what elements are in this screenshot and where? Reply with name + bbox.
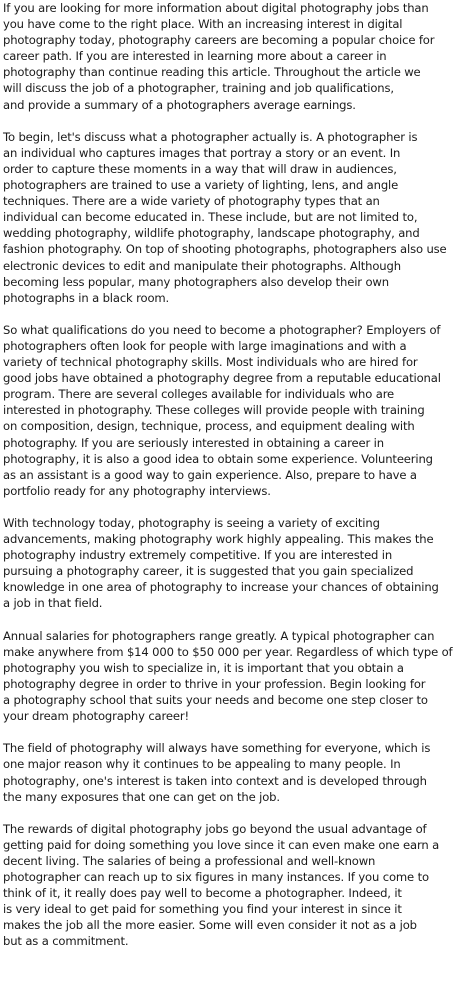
text-line: decent living. The salaries of being a professional and well-known (3, 853, 376, 868)
paragraph-what-is-photographer (3, 129, 459, 306)
text-line: The field of photography will always have something for everyone, which is (3, 741, 431, 756)
text-line: portfolio ready for any photography interviews. (3, 483, 271, 498)
text-line: you have come to the right place. With an increasing interest in digital (3, 17, 403, 32)
text-line: the many exposures that one can get on the job. (3, 789, 280, 804)
text-line: To begin, let's discuss what a photographer actually is. A photographer is (3, 129, 418, 144)
text-line: electronic devices to edit and manipulate their photographs. Although (3, 258, 401, 273)
text-line: photography, it is also a good idea to obtain some experience. Volunteering (3, 451, 433, 466)
text-line: photographer can reach up to six figures in many instances. If you come to (3, 870, 429, 885)
paragraph-salaries (3, 628, 459, 725)
text-line: pursuing a photography career, it is suggested that you gain specialized (3, 564, 414, 579)
paragraph-rewards (3, 821, 459, 950)
text-line: techniques. There are a wide variety of photography types that an (3, 194, 380, 209)
text-line: an individual who captures images that portray a story or an event. In (3, 145, 401, 160)
text-line: With technology today, photography is seeing a variety of exciting (3, 516, 380, 530)
text-line: So what qualifications do you need to become a photographer? Employers of (3, 322, 441, 337)
text-line: photographs in a black room. (3, 290, 170, 305)
text-line: a job in that field. (3, 596, 103, 611)
paragraph-technology (3, 515, 459, 612)
text-line: interested in photography. These colleges will provide people with training (3, 403, 425, 418)
text-line: photography than continue reading this article. Throughout the article we (3, 65, 421, 80)
text-line: but as a commitment. (3, 934, 129, 949)
text-line: your dream photography career! (3, 709, 189, 724)
text-line: photographers are trained to use a variety of lighting, lens, and angle (3, 178, 399, 193)
text-line: The rewards of digital photography jobs go beyond the usual advantage of (3, 821, 427, 836)
text-line: one major reason why it continues to be appealing to many people. In (3, 757, 401, 772)
text-line: and provide a summary of a photographers average earnings. (3, 97, 356, 112)
text-line: photography today, photography careers are becoming a popular choice for (3, 33, 435, 48)
text-line: knowledge in one area of photography to increase your chances of obtaining (3, 580, 439, 595)
text-line: advancements, making photography work highly appealing. This makes the (3, 532, 434, 547)
text-line: photographers often look for people with large imaginations and with a (3, 338, 407, 353)
paragraph-qualifications (3, 322, 459, 499)
text-line: on composition, design, technique, process, and equipment dealing with (3, 419, 415, 434)
text-line: good jobs have obtained a photography degree from a reputable educational (3, 371, 441, 386)
text-line: photography degree in order to thrive in your profession. Begin looking for (3, 676, 426, 691)
text-line: program. There are several colleges available for individuals who are (3, 387, 395, 402)
text-line: getting paid for doing something you love since it can even make one earn a (3, 837, 440, 852)
text-line: will discuss the job of a photographer, training and job qualifications, (3, 81, 394, 96)
text-line: If you are looking for more information about digital photography jobs than (3, 1, 429, 15)
paragraph-intro (3, 0, 459, 113)
text-line: becoming less popular, many photographers also develop their own (3, 274, 389, 289)
text-line: make anywhere from $14 000 to $50 000 per year. Regardless of which type of (3, 644, 453, 659)
text-line: individual can become educated in. These include, but are not limited to, (3, 210, 418, 225)
text-line: Annual salaries for photographers range greatly. A typical photographer can (3, 628, 435, 643)
text-line: makes the job all the more easier. Some will even consider it not as a job (3, 918, 417, 933)
text-line: variety of technical photography skills. Most individuals who are hired for (3, 355, 418, 370)
paragraph-field (3, 740, 459, 804)
text-line: photography. If you are seriously interested in obtaining a career in (3, 435, 384, 450)
text-line: think of it, it really does pay well to become a photographer. Indeed, it (3, 886, 402, 901)
text-line: order to capture these moments in a way that will draw in audiences, (3, 161, 397, 176)
text-line: photography, one's interest is taken into context and is developed through (3, 773, 427, 788)
text-line: a photography school that suits your needs and become one step closer to (3, 693, 428, 708)
text-line: wedding photography, wildlife photography, landscape photography, and (3, 226, 420, 241)
text-line: fashion photography. On top of shooting photographs, photographers also use (3, 242, 447, 257)
text-line: photography you wish to specialize in, it is important that you obtain a (3, 660, 404, 675)
text-line: as an assistant is a good way to gain experience. Also, prepare to have a (3, 467, 417, 482)
text-line: photography industry extremely competitive. If you are interested in (3, 548, 393, 563)
text-line: is very ideal to get paid for something you find your interest in since it (3, 902, 402, 917)
text-line: career path. If you are interested in learning more about a career in (3, 49, 387, 64)
